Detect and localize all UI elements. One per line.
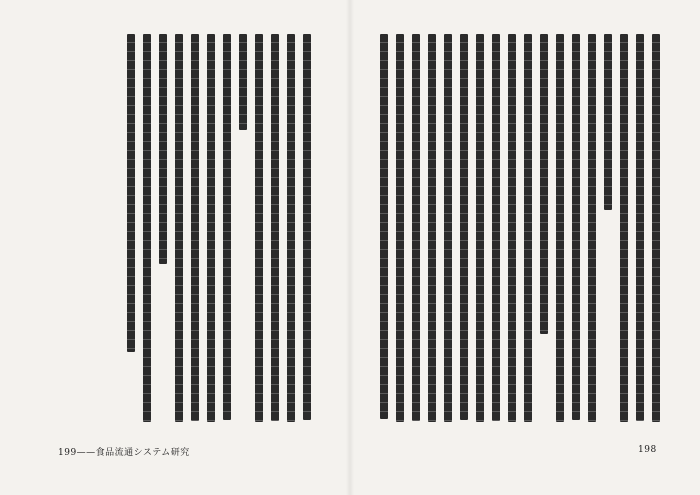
text-column — [221, 34, 233, 422]
text-column — [253, 34, 265, 422]
text-column-bar — [303, 34, 311, 420]
text-column — [157, 34, 169, 422]
text-column-bar — [620, 34, 628, 422]
text-column-bar — [556, 34, 564, 422]
text-column-bar — [508, 34, 516, 422]
text-column-bar — [175, 34, 183, 422]
text-column-bar — [572, 34, 580, 420]
text-column — [458, 34, 470, 422]
text-column — [237, 34, 249, 422]
text-column — [301, 34, 313, 422]
text-column — [570, 34, 582, 422]
text-column-bar — [652, 34, 660, 422]
text-column-bar — [287, 34, 295, 422]
text-column-bar — [271, 34, 279, 421]
text-column-bar — [460, 34, 468, 420]
text-column — [426, 34, 438, 422]
text-column — [522, 34, 534, 422]
text-column — [378, 34, 390, 422]
text-column — [538, 34, 550, 422]
text-column — [474, 34, 486, 422]
text-column-bar — [540, 34, 548, 334]
text-column-bar — [255, 34, 263, 422]
text-column — [141, 34, 153, 422]
text-column-bar — [159, 34, 167, 264]
page-number: 198 — [638, 445, 657, 455]
text-column-bar — [476, 34, 484, 422]
text-column-bar — [143, 34, 151, 422]
text-column — [285, 34, 297, 422]
text-column — [586, 34, 598, 422]
text-column-bar — [127, 34, 135, 352]
text-column — [554, 34, 566, 422]
text-column-bar — [492, 34, 500, 421]
right-page — [350, 0, 700, 495]
text-column-bar — [191, 34, 199, 421]
text-column — [634, 34, 646, 422]
footer-title: 199——食品流通システム研究 — [58, 448, 190, 458]
text-column — [394, 34, 406, 422]
text-column — [618, 34, 630, 422]
text-column-bar — [223, 34, 231, 420]
text-column-bar — [380, 34, 388, 419]
text-column-bar — [412, 34, 420, 421]
text-column — [410, 34, 422, 422]
text-column-bar — [524, 34, 532, 422]
text-column-bar — [396, 34, 404, 422]
text-column — [506, 34, 518, 422]
text-column-bar — [636, 34, 644, 421]
text-column — [205, 34, 217, 422]
text-column-bar — [604, 34, 612, 210]
text-column-bar — [207, 34, 215, 422]
text-column — [269, 34, 281, 422]
text-column — [650, 34, 662, 422]
text-column — [602, 34, 614, 422]
text-column-bar — [588, 34, 596, 422]
text-column-bar — [239, 34, 247, 130]
text-column — [490, 34, 502, 422]
text-column — [173, 34, 185, 422]
text-column — [189, 34, 201, 422]
text-column — [442, 34, 454, 422]
text-column-bar — [428, 34, 436, 422]
text-column-bar — [444, 34, 452, 422]
text-column — [125, 34, 137, 422]
